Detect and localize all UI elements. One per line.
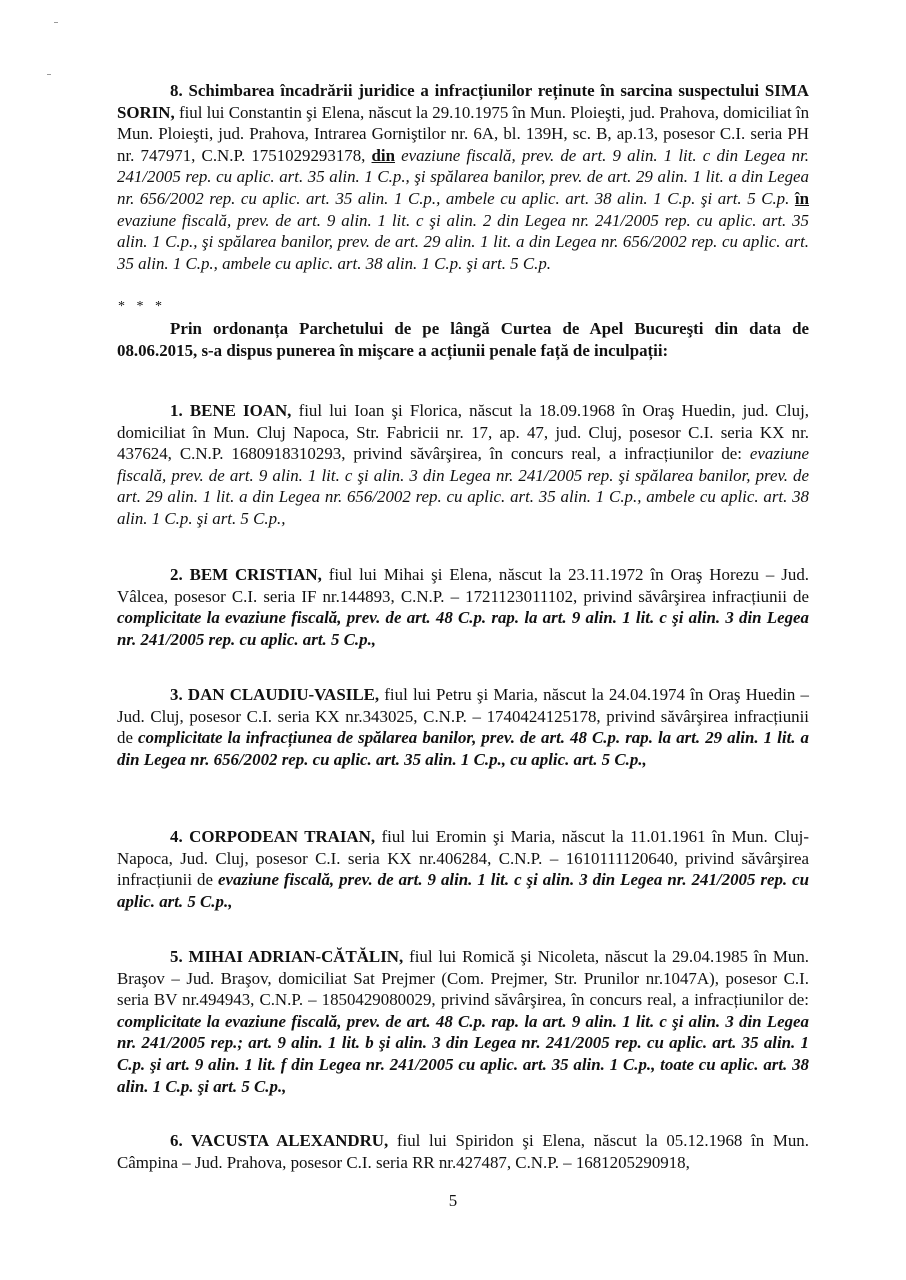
list-item [117,826,809,912]
defendant-charge: evaziune fiscală, prev. de art. 9 alin. 1 lit. c şi alin. 3 din Legea nr. 241/2005 rep. cu aplic. art. 5 C.p., [117,870,809,911]
page-number: 5 [448,1191,458,1210]
defendant-details: fiul lui Spiridon şi Elena, născut la 05.12.1968 în Mun. Câmpina – Jud. Prahova, posesor C.I. seria RR nr.427487, C.N.P. – 1681205290918, [117,1131,809,1172]
scan-mark [47,74,51,75]
defendant-details: fiul lui Eromin şi Maria, născut la 11.01.1961 în Mun. Cluj-Napoca, Jud. Cluj, posesor C.I. seria KX nr.406284, C.N.P. – 1610111120640, privind săvârşirea infracțiunii de [117,827,809,890]
defendant-details: fiul lui Romică şi Nicoleta, născut la 29.04.1985 în Mun. Braşov – Jud. Braşov, domiciliat Sat Prejmer (Com. Prejmer, Str. Prunilor nr.1047A), posesor C.I. seria BV nr.494943, C.N.P. – 1850429080029, privind săvârşirea, în concurs real, a infracțiunilor de: [117,947,809,1010]
section-8-text-1: fiul lui Constantin şi Elena, născut la 29.10.1975 în Mun. Ploieşti, jud. Prahova, domiciliat în Mun. Ploieşti, jud. Prahova, Intrarea Gorniştilor nr. 6A, bl. 139H, sc. B, ap.13, posesor C.I. seria PH nr. 747971, C.N.P. 1751029293178, [117,102,810,165]
defendant-name: 6. VACUSTA ALEXANDRU, [170,1131,389,1150]
defendant-name: 4. CORPODEAN TRAIAN, [170,827,376,846]
defendant-name: 3. DAN CLAUDIU-VASILE, [170,685,380,704]
ordinance-paragraph [117,318,809,361]
section-8-heading: 8. Schimbarea încadrării juridice a infracțiunilor reținute în sarcina suspectului [170,81,760,100]
underlined-din: din [371,145,396,165]
defendant-details: fiul lui Mihai şi Elena, născut la 23.11.1972 în Oraş Horezu – Jud. Vâlcea, posesor C.I. seria IF nr.144893, C.N.P. – 1721123011102, privind săvârşirea infracțiunii de [117,565,809,606]
scan-mark [54,22,58,23]
list-item [117,946,809,1097]
list-item [117,1130,809,1173]
defendant-charge: complicitate la infracțiunea de spălarea banilor, prev. de art. 48 C.p. rap. la art. 29 alin. 1 lit. a din Legea nr. 656/2002 rep. cu aplic. art. 35 alin. 1 C.p., cu aplic. art. 5 C.p., [117,728,809,769]
defendant-details: fiul lui Petru şi Maria, născut la 24.04.1974 în Oraş Huedin – Jud. Cluj, posesor C.I. seria KX nr.343025, C.N.P. – 1740424125178, privind săvârşirea infracțiunii de [117,685,809,748]
list-item [117,564,809,650]
ordinance-text: Prin ordonanța Parchetului de pe lângă Curtea de Apel Bucureşti din data de 08.06.2015, s-a dispus punerea în mişcare a acțiunii penale față de inculpații: [117,319,809,360]
defendant-charge: complicitate la evaziune fiscală, prev. de art. 48 C.p. rap. la art. 9 alin. 1 lit. c şi alin. 3 din Legea nr. 241/2005 rep.; art. 9 alin. 1 lit. b şi alin. 3 din Legea nr. 241/2005 rep. cu aplic. art. 35 alin. 1 C.p. şi art. 9 alin. 1 lit. f din Legea nr. 241/2005 cu aplic. art. 35 alin. 1 C.p., toate cu aplic. art. 38 alin. 1 C.p. şi art. 5 C.p., [117,1011,809,1096]
suspect-name: SIMA SORIN, [117,81,809,122]
defendant-name: 1. BENE IOAN, [170,401,292,420]
section-8-text-3: evaziune fiscală, prev. de art. 9 alin. 1 lit. c şi alin. 2 din Legea nr. 241/2005 rep. cu aplic. art. 35 alin. 1 C.p., şi spălarea banilor, prev. de art. 29 alin. 1 lit. a din Legea nr. 656/2002 rep. cu aplic. art. 35 alin. 1 C.p., ambele cu aplic. art. 38 alin. 1 C.p. şi art. 5 C.p. [117,210,809,273]
separator-stars: * * * [118,299,166,314]
underlined-in: în [794,188,809,208]
defendant-name: 2. BEM CRISTIAN, [170,565,322,584]
section-8-text-2: evaziune fiscală, prev. de art. 9 alin. 1 lit. c din Legea nr. 241/2005 rep. cu aplic. art. 35 alin. 1 C.p., şi spălarea banilor, prev. de art. 29 alin. 1 lit. a din Legea nr. 656/2002 rep. cu aplic. art. 35 alin. 1 C.p., ambele cu aplic. art. 38 alin. 1 C.p. şi art. 5 C.p. [117,145,809,208]
defendant-name: 5. MIHAI ADRIAN-CĂTĂLIN, [170,947,404,966]
paragraph-section-8 [117,80,809,274]
defendant-charge: complicitate la evaziune fiscală, prev. de art. 48 C.p. rap. la art. 9 alin. 1 lit. c şi alin. 3 din Legea nr. 241/2005 rep. cu aplic. art. 5 C.p., [117,608,809,649]
list-item [117,684,809,770]
list-item [117,400,809,530]
defendant-details: fiul lui Ioan şi Florica, născut la 18.09.1968 în Oraş Huedin, jud. Cluj, domiciliat în Mun. Cluj Napoca, Str. Fabricii nr. 17, ap. 47, jud. Cluj, posesor C.I. seria KX nr. 437624, C.N.P. 1680918310293, privind săvârşirea, în concurs real, a infracțiunilor de: [117,401,809,464]
defendant-charge: evaziune fiscală, prev. de art. 9 alin. 1 lit. c şi alin. 3 din Legea nr. 241/2005 rep. şi spălarea banilor, prev. de art. 29 alin. 1 lit. a din Legea nr. 656/2002 rep. cu aplic. art. 35 alin. 1 C.p., ambele cu aplic. art. 38 alin. 1 C.p. şi art. 5 C.p., [117,444,809,528]
